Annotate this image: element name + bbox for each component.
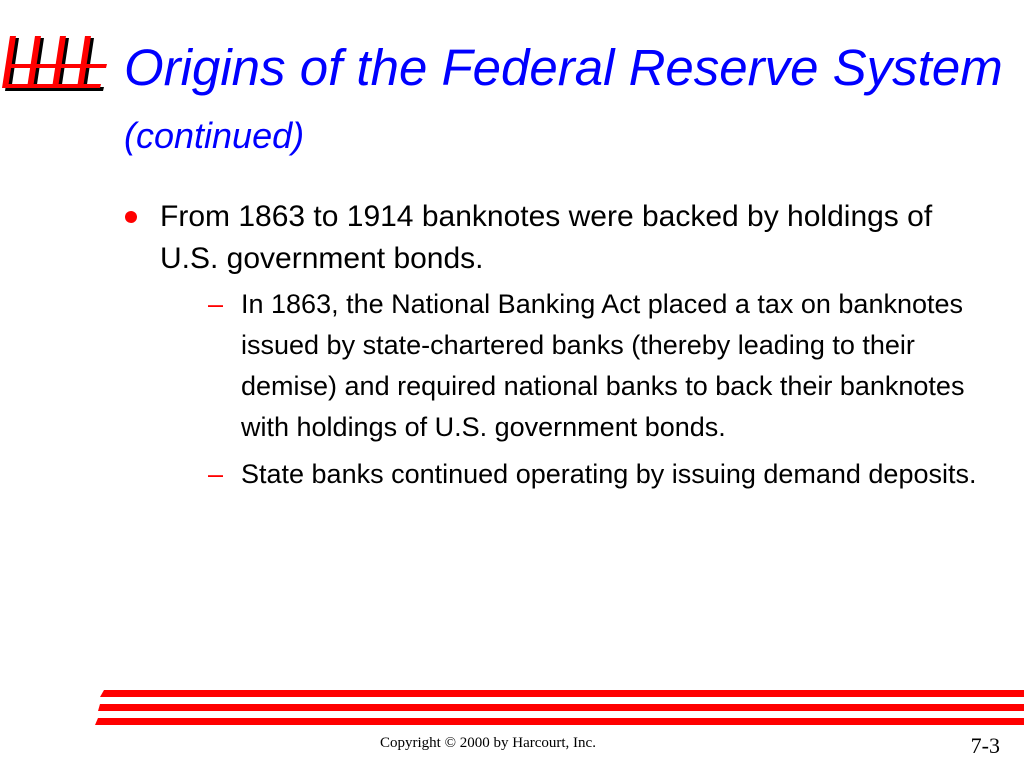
bullet-list [124,196,984,501]
page-number: 7-3 [970,733,1000,758]
red-dot-icon [125,211,137,223]
red-dash-icon: – [208,289,224,319]
sub-bullet-list [160,284,984,495]
bullet-item [124,196,984,495]
footer-rule-bottom [95,718,1024,725]
sub-bullet-text: In 1863, the National Banking Act placed a tax on banknotes issued by state-chartered banks (thereby leading to their demise) and required national banks to back their banknotes with holdings of U.S. government bonds. [241,289,965,442]
slide-title [124,36,1004,167]
slide-title-main: Origins of the Federal Reserve System [124,39,1003,96]
sub-bullet-text: State banks continued operating by issuing demand deposits. [241,459,977,489]
red-dash-icon: – [208,459,224,489]
slide-title-sub: (continued) [124,115,305,156]
footer-rule-middle [98,704,1024,711]
footer-rule-top [100,690,1024,697]
sub-bullet-item [160,284,984,448]
sub-bullet-item [160,454,984,495]
red-bars-logo-icon [0,34,112,94]
copyright-text: Copyright © 2000 by Harcourt, Inc. [380,735,596,751]
bullet-text: From 1863 to 1914 banknotes were backed by holdings of U.S. government bonds. [160,200,933,275]
